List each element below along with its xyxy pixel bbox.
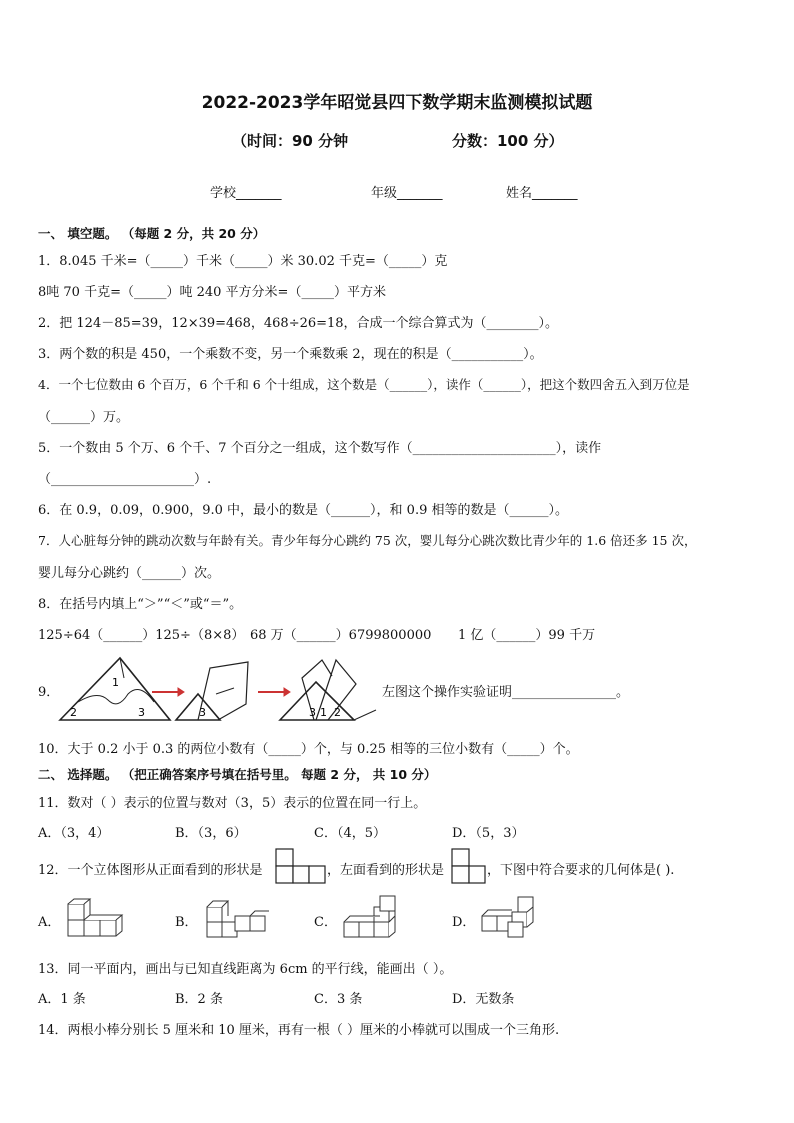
question-8-item-c: 1 亿（______）99 千万 <box>458 628 596 643</box>
question-12-part-2: ，左面看到的形状是 <box>327 863 445 878</box>
question-7-line-1: 7．人心脏每分钟的跳动次数与年龄有关。青少年每分心跳约 75 次，婴儿每分心跳次数比青少年的 1.6 倍还多 15 次， <box>38 533 697 548</box>
school-field: 学校_______ <box>210 186 282 201</box>
section-2-heading: 二、 选择题。 （把正确答案序号填在括号里。 每题 2 分， 共 10 分） <box>38 767 437 782</box>
question-4-line-1: 4．一个七位数由 6 个百万，6 个千和 6 个十组成，这个数是（______），读作（______），把这个数四舍五入到万位是 <box>38 377 690 392</box>
figure-label-1: 1 <box>112 676 119 689</box>
figure-3-label-3: 3 <box>309 706 316 719</box>
question-11-option-b: B．（3，6） <box>175 826 247 841</box>
question-3: 3．两个数的积是 450，一个乘数不变，另一个乘数乘 2，现在的积是（___________）。 <box>38 347 543 362</box>
question-8: 8．在括号内填上“＞”“＜”或“＝”。 <box>38 597 243 612</box>
cube-option-d <box>480 894 540 942</box>
question-11-option-c: C．（4，5） <box>314 826 386 841</box>
figure-label-2: 2 <box>70 706 77 719</box>
question-12-part-1: 12．一个立体图形从正面看到的形状是 <box>38 863 263 878</box>
question-1-line-1: 1．8.045 千米=（_____）千米（_____）米 30.02 千克=（_____）克 <box>38 254 448 269</box>
question-11: 11．数对（ ）表示的位置与数对（3，5）表示的位置在同一行上。 <box>38 796 427 811</box>
question-12-part-3: ，下图中符合要求的几何体是( ). <box>487 863 675 878</box>
figure-label-3: 3 <box>138 706 145 719</box>
question-8-item-a: 125÷64（______）125÷（8×8） <box>38 628 245 643</box>
question-13-option-a: A．1 条 <box>38 992 86 1007</box>
question-5-line-1: 5．一个数由 5 个万、6 个千、7 个百分之一组成，这个数写作（______________________），读作 <box>38 441 602 456</box>
grade-field: 年级_______ <box>371 186 443 201</box>
question-14: 14．两根小棒分别长 5 厘米和 10 厘米，再有一根（ ）厘米的小棒就可以围成一个三角形. <box>38 1023 560 1038</box>
question-11-option-a: A．（3，4） <box>38 826 110 841</box>
question-9-text: 左图这个操作实验证明________________。 <box>382 685 630 700</box>
left-view-shape <box>451 848 487 884</box>
page-title: 2022-2023学年昭觉县四下数学期末监测模拟试题 <box>201 93 593 113</box>
cube-option-c <box>342 894 402 942</box>
question-9-number: 9． <box>38 685 60 700</box>
question-13-option-c: C．3 条 <box>314 992 363 1007</box>
question-10: 10．大于 0.2 小于 0.3 的两位小数有（_____）个，与 0.25 相等的三位小数有（_____）个。 <box>38 742 579 757</box>
figure-3-label-2: 2 <box>334 706 341 719</box>
question-11-option-d: D．（5，3） <box>452 826 525 841</box>
question-1-line-2: 8吨 70 千克=（_____）吨 240 平方分米=（_____）平方米 <box>38 285 386 300</box>
cube-option-a <box>66 898 132 940</box>
exam-time: （时间：90 分钟 <box>232 132 349 150</box>
section-1-heading: 一、 填空题。 （每题 2 分，共 20 分） <box>38 226 266 241</box>
question-12-option-b: B． <box>175 915 198 930</box>
question-12-option-c: C． <box>314 915 337 930</box>
exam-score: 分数：100 分） <box>452 132 564 150</box>
question-13: 13．同一平面内，画出与已知直线距离为 6cm 的平行线，能画出（ ）。 <box>38 962 453 977</box>
question-2: 2．把 124－85=39，12×39=468，468÷26=18，合成一个综合算式为（________）。 <box>38 316 559 331</box>
figure-2-label-3: 3 <box>199 706 206 719</box>
question-7-line-2: 婴儿每分心跳约（______）次。 <box>38 566 221 581</box>
triangle-experiment-figure <box>58 654 378 722</box>
question-12-option-d: D． <box>452 915 476 930</box>
question-5-line-2: （______________________）. <box>38 472 212 487</box>
question-13-option-d: D．无数条 <box>452 992 515 1007</box>
question-6: 6．在 0.9，0.09，0.900，9.0 中，最小的数是（______），和 0.9 相等的数是（______）。 <box>38 503 568 518</box>
question-4-line-2: （______）万。 <box>38 410 130 425</box>
question-12-option-a: A． <box>38 915 61 930</box>
question-8-item-b: 68 万（______）6799800000 <box>250 628 432 643</box>
question-13-option-b: B．2 条 <box>175 992 223 1007</box>
name-field: 姓名_______ <box>506 186 578 201</box>
cube-option-b <box>203 896 269 942</box>
figure-3-label-1: 1 <box>320 706 327 719</box>
front-view-shape <box>275 848 327 884</box>
